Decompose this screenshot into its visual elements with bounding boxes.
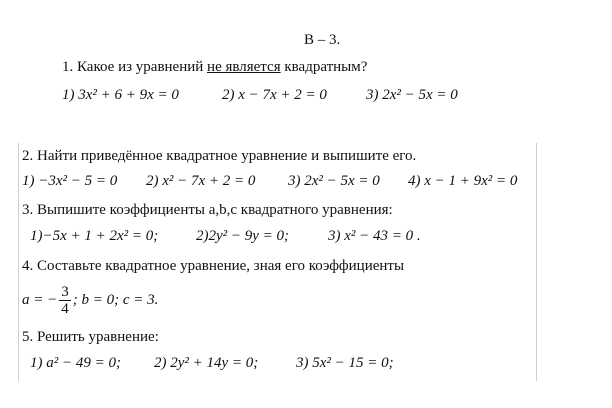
q1-option-1: 1) 3x² + 6 + 9x = 0 xyxy=(62,87,179,103)
q1-option-2: 2) x − 7x + 2 = 0 xyxy=(222,87,327,103)
q1-prompt-before: 1. Какое из уравнений xyxy=(62,59,208,75)
q4-a-denominator: 4 xyxy=(61,301,69,318)
q3-option-1: 1)−5x + 1 + 2x² = 0; xyxy=(30,228,159,244)
q1-prompt xyxy=(62,59,367,76)
q4-coefficients xyxy=(22,283,158,317)
q4-a-numerator: 3 xyxy=(61,284,69,301)
q4-a-fraction xyxy=(59,284,71,317)
q2-option-1: 1) −3x² − 5 = 0 xyxy=(22,173,118,189)
section-frame-left xyxy=(18,143,19,381)
q5-option-1: 1) a² − 49 = 0; xyxy=(30,355,121,371)
q2-prompt: 2. Найти приведённое квадратное уравнение и выпишите его. xyxy=(22,148,417,164)
q5-prompt: 5. Решить уравнение: xyxy=(22,329,159,345)
variant-title: В – 3. xyxy=(304,32,341,48)
q3-prompt: 3. Выпишите коэффициенты a,b,c квадратного уравнения: xyxy=(22,202,393,218)
section-frame-right xyxy=(536,143,537,381)
q5-option-2: 2) 2y² + 14y = 0; xyxy=(154,355,259,371)
q1-prompt-underlined: не является xyxy=(207,59,281,75)
q3-option-3: 3) x² − 43 = 0 . xyxy=(328,228,421,244)
q2-option-3: 3) 2x² − 5x = 0 xyxy=(288,173,380,189)
q4-rest: ; b = 0; c = 3. xyxy=(72,292,159,308)
q5-option-3: 3) 5x² − 15 = 0; xyxy=(296,355,394,371)
q4-a-label: a = − xyxy=(22,292,58,308)
q3-option-2: 2)2y² − 9y = 0; xyxy=(196,228,290,244)
q4-prompt: 4. Составьте квадратное уравнение, зная его коэффициенты xyxy=(22,258,405,274)
q2-option-2: 2) x² − 7x + 2 = 0 xyxy=(146,173,256,189)
q1-prompt-after: квадратным? xyxy=(280,59,368,75)
q2-option-4: 4) x − 1 + 9x² = 0 xyxy=(408,173,518,189)
q1-option-3: 3) 2x² − 5x = 0 xyxy=(366,87,458,103)
